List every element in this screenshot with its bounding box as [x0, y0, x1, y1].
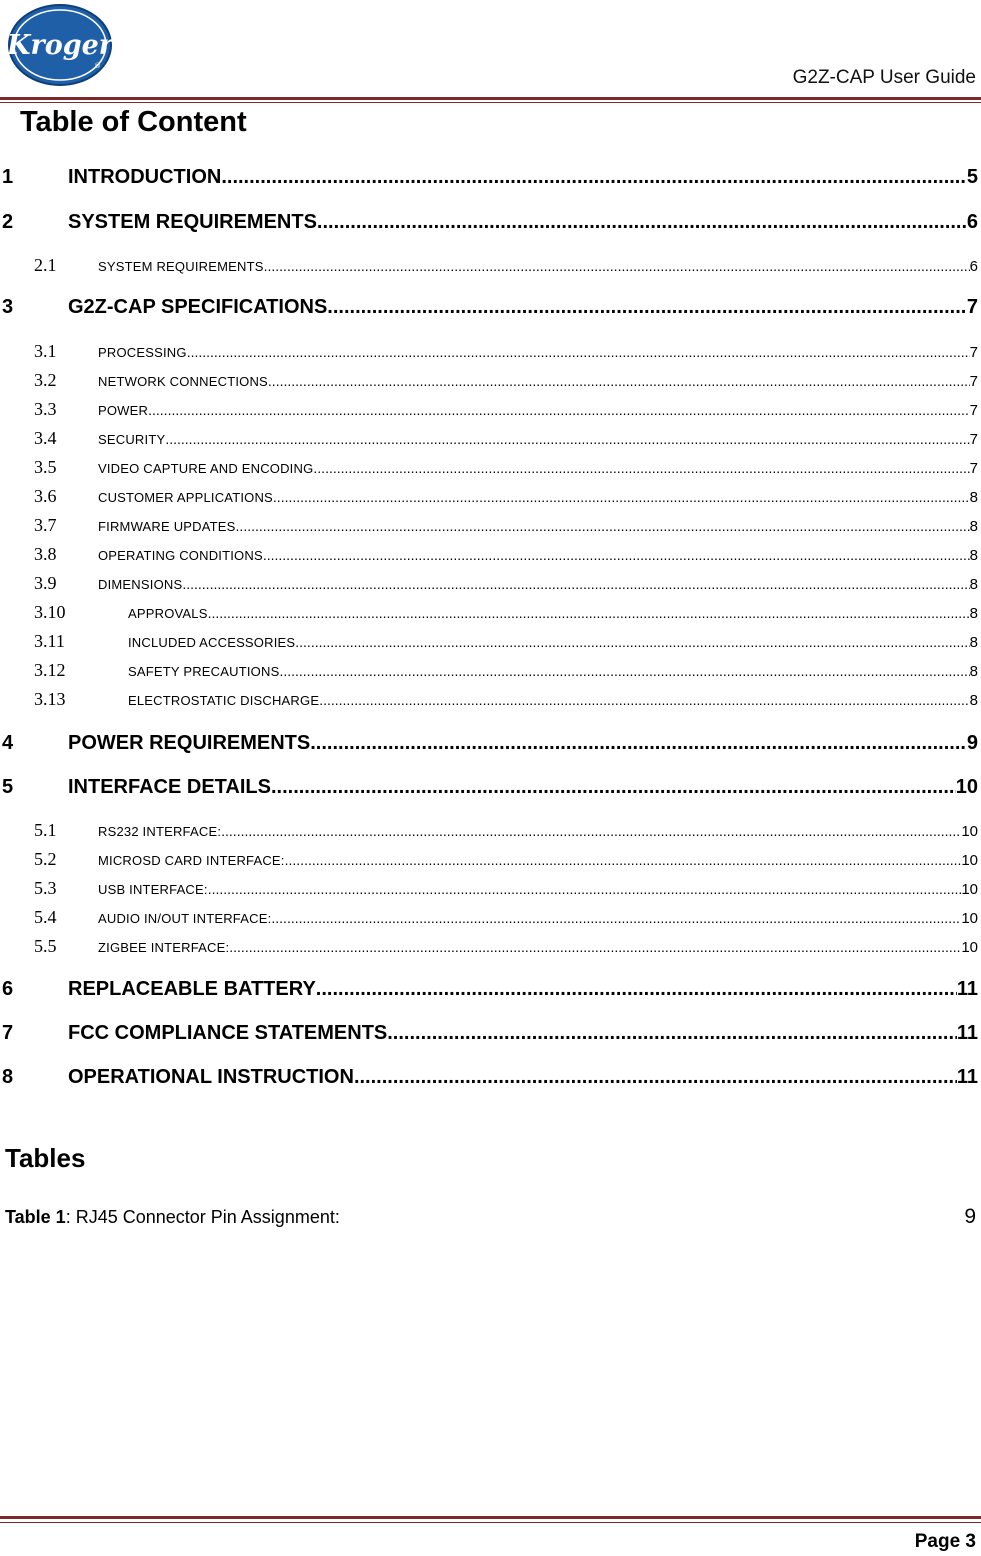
- footer-rule: [0, 1516, 981, 1519]
- toc-subentry[interactable]: 3.2 NETWORK CONNECTIONS ..... 7: [0, 370, 978, 391]
- toc-entry[interactable]: 6 REPLACEABLE BATTERY ..... 11: [0, 978, 978, 1001]
- table-list-entry[interactable]: [5, 1207, 976, 1228]
- toc-subentry[interactable]: 3.3 POWER ..... 7: [0, 399, 978, 420]
- toc-subentry[interactable]: 5.1 RS232 INTERFACE: ..... 10: [0, 820, 978, 841]
- toc-subentry[interactable]: 3.10 APPROVALS ..... 8: [0, 602, 978, 623]
- toc-subentry[interactable]: 3.7 FIRMWARE UPDATES ..... 8: [0, 515, 978, 536]
- toc-subentry[interactable]: 3.11 INCLUDED ACCESSORIES ..... 8: [0, 631, 978, 652]
- toc-entry[interactable]: 2 SYSTEM REQUIREMENTS ..... 6: [0, 211, 978, 234]
- svg-text:®: ®: [94, 62, 101, 70]
- toc-subentry[interactable]: 3.12 SAFETY PRECAUTIONS ..... 8: [0, 660, 978, 681]
- toc-subentry[interactable]: 3.4 SECURITY ..... 7: [0, 428, 978, 449]
- toc-subentry[interactable]: 3.1 PROCESSING ..... 7: [0, 341, 978, 362]
- logo-text: Kroger: [7, 30, 113, 61]
- toc-subentry[interactable]: 3.9 DIMENSIONS ..... 8: [0, 573, 978, 594]
- toc-heading: Table of Content: [20, 106, 247, 138]
- table-caption: : RJ45 Connector Pin Assignment:: [65, 1207, 340, 1227]
- document-title: G2Z-CAP User Guide: [792, 67, 976, 88]
- table-page-number: 9: [964, 1205, 976, 1228]
- toc-entry[interactable]: 5 INTERFACE DETAILS ..... 10: [0, 776, 978, 799]
- toc-entry[interactable]: 4 POWER REQUIREMENTS ..... 9: [0, 732, 978, 755]
- table-label: Table 1: [5, 1207, 66, 1227]
- toc-entry[interactable]: 3 G2Z-CAP SPECIFICATIONS ..... 7: [0, 296, 978, 319]
- toc-subentry[interactable]: 5.2 MICROSD CARD INTERFACE: ..... 10: [0, 849, 978, 870]
- toc-subentry[interactable]: 3.13 ELECTROSTATIC DISCHARGE ..... 8: [0, 689, 978, 710]
- toc-subentry[interactable]: 3.6 CUSTOMER APPLICATIONS ..... 8: [0, 486, 978, 507]
- footer-rule-thin: [0, 1522, 981, 1523]
- toc-entry[interactable]: 8 OPERATIONAL INSTRUCTION ..... 11: [0, 1066, 978, 1089]
- page-number: Page 3: [914, 1531, 976, 1552]
- toc-subentry[interactable]: 2.1 SYSTEM REQUIREMENTS ..... 6: [0, 255, 978, 276]
- toc-subentry[interactable]: 5.3 USB INTERFACE: ..... 10: [0, 878, 978, 899]
- toc-subentry[interactable]: 5.5 ZIGBEE INTERFACE: ..... 10: [0, 936, 978, 957]
- toc-subentry[interactable]: 5.4 AUDIO IN/OUT INTERFACE: ..... 10: [0, 907, 978, 928]
- kroger-logo: [6, 2, 114, 88]
- header-rule-thin: [0, 102, 981, 103]
- toc-entry[interactable]: 1 INTRODUCTION ..... 5: [0, 166, 978, 189]
- toc-subentry[interactable]: 3.5 VIDEO CAPTURE AND ENCODING ..... 7: [0, 457, 978, 478]
- toc-entry[interactable]: 7 FCC COMPLIANCE STATEMENTS ..... 11: [0, 1022, 978, 1045]
- header-rule: [0, 97, 981, 100]
- toc-subentry[interactable]: 3.8 OPERATING CONDITIONS ..... 8: [0, 544, 978, 565]
- tables-heading: Tables: [5, 1143, 86, 1173]
